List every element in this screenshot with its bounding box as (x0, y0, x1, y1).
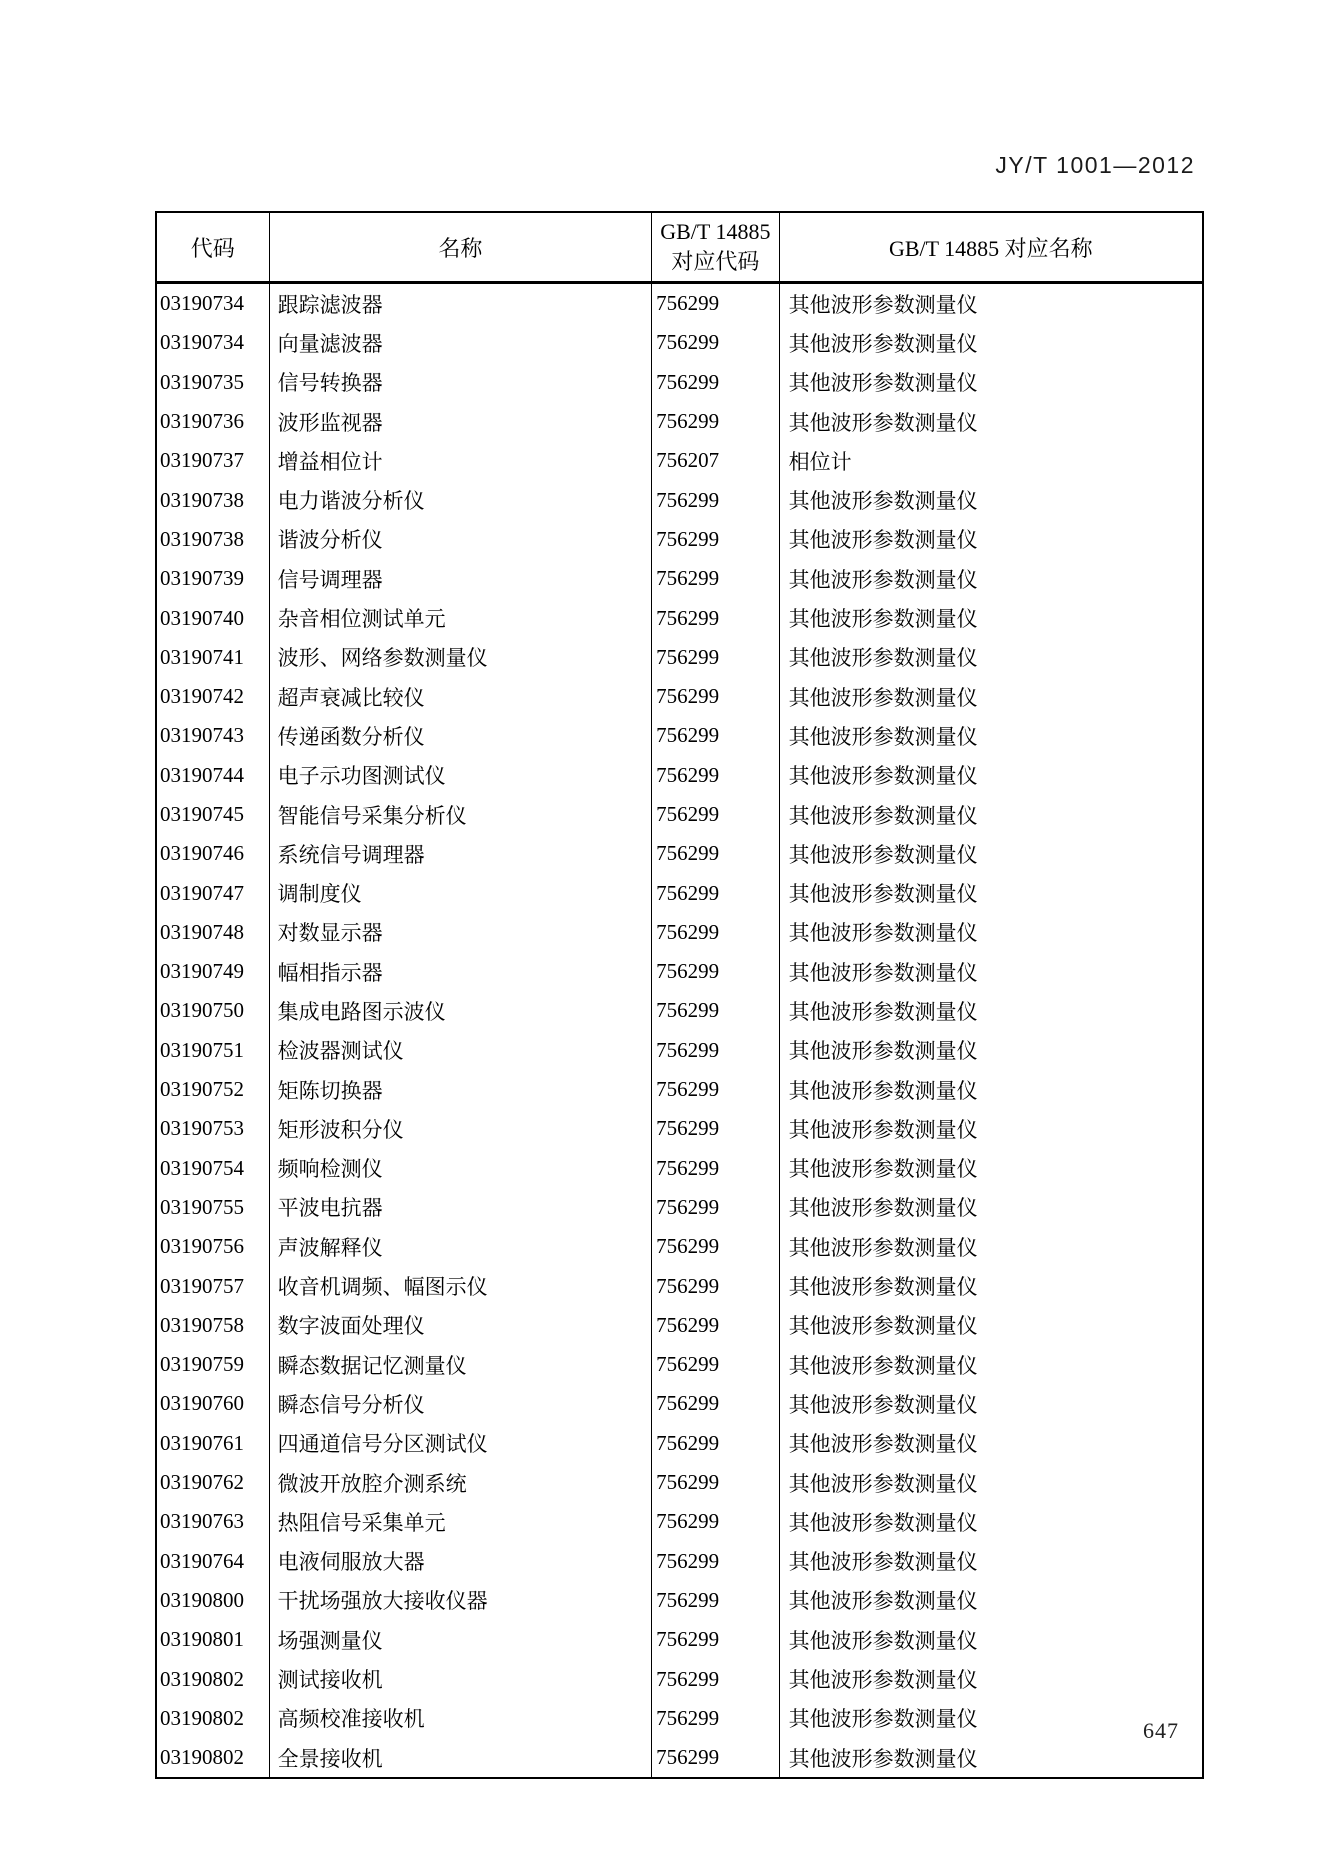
table-row (157, 1620, 1202, 1659)
table-row (157, 1306, 1202, 1345)
cell-gbt-code: 756299 (652, 323, 780, 362)
cell-gbt-name: 其他波形参数测量仪 (788, 1471, 978, 1496)
cell-gbt-name: 其他波形参数测量仪 (788, 489, 978, 514)
table-row (157, 284, 1202, 323)
table-row (157, 756, 1202, 795)
cell-gbt-code: 756299 (652, 1424, 780, 1463)
cell-code: 03190737 (157, 441, 270, 480)
cell-gbt-name: 其他波形参数测量仪 (788, 1314, 978, 1339)
table-header-row (157, 213, 1202, 284)
table-row (157, 1738, 1202, 1777)
cell-gbt-name: 其他波形参数测量仪 (788, 724, 978, 749)
cell-gbt-name: 其他波形参数测量仪 (788, 1157, 978, 1182)
cell-gbt-code: 756299 (652, 716, 780, 755)
cell-code: 03190750 (157, 991, 270, 1030)
cell-name: 收音机调频、幅图示仪 (270, 1266, 653, 1305)
cell-gbt-name: 其他波形参数测量仪 (788, 1196, 978, 1221)
cell-gbt-code: 756299 (652, 480, 780, 519)
cell-name: 频响检测仪 (270, 1149, 653, 1188)
cell-code: 03190744 (157, 756, 270, 795)
cell-code: 03190800 (157, 1581, 270, 1620)
table-row (157, 1502, 1202, 1541)
cell-name: 跟踪滤波器 (270, 284, 653, 323)
cell-code: 03190802 (157, 1659, 270, 1698)
cell-code: 03190743 (157, 716, 270, 755)
cell-gbt-code: 756299 (652, 1502, 780, 1541)
cell-name: 瞬态信号分析仪 (270, 1384, 653, 1423)
cell-gbt-code: 756299 (652, 1581, 780, 1620)
cell-gbt-code: 756299 (652, 1109, 780, 1148)
cell-gbt-code: 756299 (652, 873, 780, 912)
cell-name: 电力谐波分析仪 (270, 480, 653, 519)
cell-name: 场强测量仪 (270, 1620, 653, 1659)
cell-gbt-name: 其他波形参数测量仪 (788, 371, 978, 396)
cell-name: 谐波分析仪 (270, 520, 653, 559)
cell-code: 03190735 (157, 363, 270, 402)
table-row (157, 1699, 1202, 1738)
table-row (157, 559, 1202, 598)
cell-gbt-code: 756299 (652, 1227, 780, 1266)
cell-name: 声波解释仪 (270, 1227, 653, 1266)
cell-name: 向量滤波器 (270, 323, 653, 362)
cell-gbt-name: 其他波形参数测量仪 (788, 685, 978, 710)
header-cell-gbt-code (652, 213, 780, 281)
cell-name: 电子示功图测试仪 (270, 756, 653, 795)
cell-code: 03190734 (157, 323, 270, 362)
table-row (157, 1384, 1202, 1423)
cell-gbt-code: 756299 (652, 991, 780, 1030)
table-row (157, 402, 1202, 441)
cell-name: 增益相位计 (270, 441, 653, 480)
cell-gbt-name: 其他波形参数测量仪 (788, 1078, 978, 1103)
cell-name: 系统信号调理器 (270, 834, 653, 873)
cell-gbt-code: 756299 (652, 638, 780, 677)
table-row (157, 1424, 1202, 1463)
table-row (157, 520, 1202, 559)
cell-code: 03190745 (157, 795, 270, 834)
cell-code: 03190746 (157, 834, 270, 873)
cell-gbt-code: 756299 (652, 598, 780, 637)
table-row (157, 1345, 1202, 1384)
cell-gbt-name: 其他波形参数测量仪 (788, 1589, 978, 1614)
cell-gbt-code: 756299 (652, 913, 780, 952)
cell-gbt-code: 756299 (652, 1188, 780, 1227)
cell-gbt-name: 其他波形参数测量仪 (788, 1668, 978, 1693)
cell-code: 03190738 (157, 480, 270, 519)
cell-gbt-code: 756207 (652, 441, 780, 480)
cell-gbt-name: 其他波形参数测量仪 (788, 1707, 978, 1732)
cell-code: 03190756 (157, 1227, 270, 1266)
cell-code: 03190749 (157, 952, 270, 991)
cell-name: 超声衰减比较仪 (270, 677, 653, 716)
cell-gbt-name: 其他波形参数测量仪 (788, 1275, 978, 1300)
table-row (157, 952, 1202, 991)
cell-gbt-code: 756299 (652, 834, 780, 873)
cell-gbt-code: 756299 (652, 1463, 780, 1502)
cell-code: 03190747 (157, 873, 270, 912)
cell-name: 智能信号采集分析仪 (270, 795, 653, 834)
header-cell-name: 名称 (270, 213, 653, 281)
cell-name: 幅相指示器 (270, 952, 653, 991)
table-row (157, 1109, 1202, 1148)
cell-gbt-name: 其他波形参数测量仪 (788, 1117, 978, 1142)
cell-code: 03190762 (157, 1463, 270, 1502)
table-row (157, 1542, 1202, 1581)
header-cell-code: 代码 (157, 213, 270, 281)
table-row (157, 1070, 1202, 1109)
cell-gbt-name: 其他波形参数测量仪 (788, 960, 978, 985)
cell-gbt-code: 756299 (652, 756, 780, 795)
table-row (157, 677, 1202, 716)
cell-gbt-name: 其他波形参数测量仪 (788, 1039, 978, 1064)
cell-gbt-name: 其他波形参数测量仪 (788, 1746, 978, 1771)
cell-name: 调制度仪 (270, 873, 653, 912)
cell-gbt-name: 其他波形参数测量仪 (788, 803, 978, 828)
cell-name: 检波器测试仪 (270, 1031, 653, 1070)
table-row (157, 1659, 1202, 1698)
table-row (157, 834, 1202, 873)
cell-gbt-name: 其他波形参数测量仪 (788, 764, 978, 789)
table-row (157, 480, 1202, 519)
cell-gbt-code: 756299 (652, 1306, 780, 1345)
cell-gbt-name: 其他波形参数测量仪 (788, 567, 978, 592)
header-gbt-code-line2: 对应代码 (671, 249, 760, 274)
cell-gbt-name: 其他波形参数测量仪 (788, 607, 978, 632)
cell-name: 波形、网络参数测量仪 (270, 638, 653, 677)
cell-code: 03190759 (157, 1345, 270, 1384)
cell-gbt-code: 756299 (652, 284, 780, 323)
cell-gbt-name: 其他波形参数测量仪 (788, 1235, 978, 1260)
cell-gbt-code: 756299 (652, 1384, 780, 1423)
cell-code: 03190751 (157, 1031, 270, 1070)
cell-code: 03190761 (157, 1424, 270, 1463)
cell-name: 热阻信号采集单元 (270, 1502, 653, 1541)
cell-gbt-code: 756299 (652, 1266, 780, 1305)
cell-code: 03190760 (157, 1384, 270, 1423)
cell-gbt-name: 其他波形参数测量仪 (788, 921, 978, 946)
cell-code: 03190801 (157, 1620, 270, 1659)
table-row (157, 1031, 1202, 1070)
cell-code: 03190802 (157, 1699, 270, 1738)
cell-gbt-name: 其他波形参数测量仪 (788, 1353, 978, 1378)
cell-gbt-code: 756299 (652, 1542, 780, 1581)
cell-gbt-name: 其他波形参数测量仪 (788, 1432, 978, 1457)
cell-gbt-code: 756299 (652, 1738, 780, 1777)
header-cell-gbt-name: GB/T 14885 对应名称 (888, 235, 1093, 261)
page-number: 647 (1143, 1718, 1179, 1743)
cell-code: 03190742 (157, 677, 270, 716)
table-row (157, 441, 1202, 480)
cell-gbt-code: 756299 (652, 952, 780, 991)
cell-code: 03190802 (157, 1738, 270, 1777)
cell-code: 03190757 (157, 1266, 270, 1305)
cell-name: 干扰场强放大接收仪器 (270, 1581, 653, 1620)
cell-code: 03190748 (157, 913, 270, 952)
cell-name: 微波开放腔介测系统 (270, 1463, 653, 1502)
cell-name: 全景接收机 (270, 1738, 653, 1777)
doc-number: JY/T 1001—2012 (995, 152, 1195, 178)
cell-name: 平波电抗器 (270, 1188, 653, 1227)
cell-name: 集成电路图示波仪 (270, 991, 653, 1030)
cell-code: 03190739 (157, 559, 270, 598)
table-row (157, 1227, 1202, 1266)
table-row (157, 598, 1202, 637)
cell-gbt-code: 756299 (652, 402, 780, 441)
cell-gbt-name: 其他波形参数测量仪 (788, 646, 978, 671)
cell-name: 传递函数分析仪 (270, 716, 653, 755)
cell-gbt-code: 756299 (652, 795, 780, 834)
cell-gbt-name: 其他波形参数测量仪 (788, 1550, 978, 1575)
cell-gbt-code: 756299 (652, 1149, 780, 1188)
cell-gbt-code: 756299 (652, 1699, 780, 1738)
cell-code: 03190741 (157, 638, 270, 677)
cell-name: 电液伺服放大器 (270, 1542, 653, 1581)
table-row (157, 795, 1202, 834)
cell-name: 波形监视器 (270, 402, 653, 441)
cell-code: 03190753 (157, 1109, 270, 1148)
cell-code: 03190764 (157, 1542, 270, 1581)
header-gbt-code-line1: GB/T 14885 (660, 219, 771, 244)
cell-name: 数字波面处理仪 (270, 1306, 653, 1345)
cell-gbt-code: 756299 (652, 677, 780, 716)
table-body (157, 284, 1202, 1777)
table-row (157, 913, 1202, 952)
cell-name: 矩陈切换器 (270, 1070, 653, 1109)
cell-code: 03190740 (157, 598, 270, 637)
cell-gbt-name: 其他波形参数测量仪 (788, 292, 978, 317)
cell-gbt-code: 756299 (652, 559, 780, 598)
cell-name: 四通道信号分区测试仪 (270, 1424, 653, 1463)
cell-code: 03190734 (157, 284, 270, 323)
cell-code: 03190758 (157, 1306, 270, 1345)
cell-code: 03190763 (157, 1502, 270, 1541)
cell-code: 03190754 (157, 1149, 270, 1188)
cell-gbt-code: 756299 (652, 1620, 780, 1659)
table-row (157, 1266, 1202, 1305)
table-row (157, 1463, 1202, 1502)
table-row (157, 716, 1202, 755)
cell-gbt-code: 756299 (652, 1345, 780, 1384)
cell-gbt-name: 其他波形参数测量仪 (788, 410, 978, 435)
cell-code: 03190736 (157, 402, 270, 441)
table-row (157, 873, 1202, 912)
cell-code: 03190755 (157, 1188, 270, 1227)
cell-name: 测试接收机 (270, 1659, 653, 1698)
cell-name: 对数显示器 (270, 913, 653, 952)
code-mapping-table (155, 211, 1204, 1779)
cell-code: 03190752 (157, 1070, 270, 1109)
cell-name: 瞬态数据记忆测量仪 (270, 1345, 653, 1384)
cell-gbt-name: 其他波形参数测量仪 (788, 331, 978, 356)
cell-gbt-name: 相位计 (788, 449, 852, 474)
table-row (157, 1149, 1202, 1188)
cell-gbt-name: 其他波形参数测量仪 (788, 999, 978, 1024)
table-row (157, 1581, 1202, 1620)
cell-name: 杂音相位测试单元 (270, 598, 653, 637)
cell-gbt-name: 其他波形参数测量仪 (788, 1628, 978, 1653)
table-row (157, 363, 1202, 402)
cell-gbt-name: 其他波形参数测量仪 (788, 528, 978, 553)
table-row (157, 323, 1202, 362)
cell-name: 矩形波积分仪 (270, 1109, 653, 1148)
cell-gbt-name: 其他波形参数测量仪 (788, 842, 978, 867)
cell-code: 03190738 (157, 520, 270, 559)
cell-gbt-name: 其他波形参数测量仪 (788, 1510, 978, 1535)
cell-gbt-code: 756299 (652, 1070, 780, 1109)
cell-gbt-name: 其他波形参数测量仪 (788, 1392, 978, 1417)
cell-name: 高频校准接收机 (270, 1699, 653, 1738)
table-row (157, 638, 1202, 677)
cell-name: 信号调理器 (270, 559, 653, 598)
cell-name: 信号转换器 (270, 363, 653, 402)
cell-gbt-name: 其他波形参数测量仪 (788, 882, 978, 907)
cell-gbt-code: 756299 (652, 363, 780, 402)
cell-gbt-code: 756299 (652, 1031, 780, 1070)
table-row (157, 991, 1202, 1030)
cell-gbt-code: 756299 (652, 1659, 780, 1698)
table-row (157, 1188, 1202, 1227)
cell-gbt-code: 756299 (652, 520, 780, 559)
